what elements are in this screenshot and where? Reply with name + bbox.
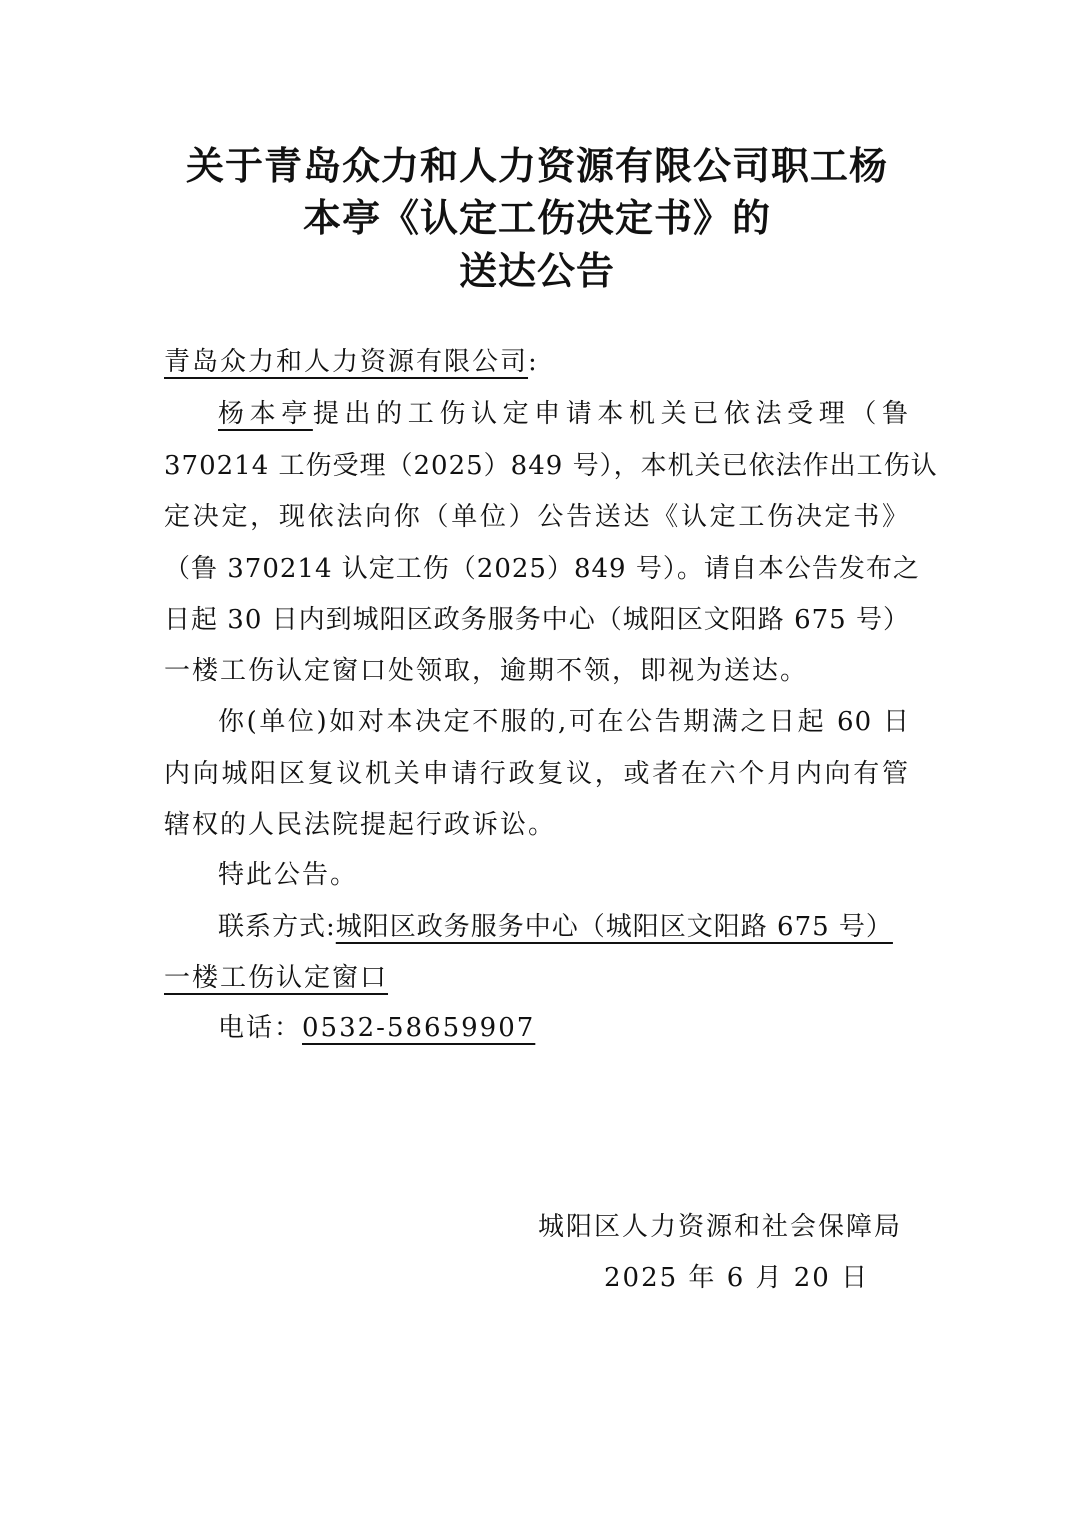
paragraph-1-line-1 — [218, 397, 910, 431]
signature-date: 2025 年 6 月 20 日 — [604, 1263, 870, 1293]
addressee-line — [164, 345, 910, 379]
document-title-line-1: 关于青岛众力和人力资源有限公司职工杨 — [185, 144, 888, 188]
phone-line — [218, 1011, 910, 1045]
document-title-line-3: 送达公告 — [458, 249, 615, 293]
phone-number: 0532-58659907 — [302, 1013, 536, 1043]
paragraph-1-line-5: 日起 30 日内到城阳区政务服务中心（城阳区文阳路 675 号） — [164, 605, 910, 635]
applicant-name: 杨本亭 — [218, 399, 313, 429]
addressee-colon: : — [528, 347, 539, 377]
contact-address: 城阳区政务服务中心（城阳区文阳路 675 号） — [335, 912, 893, 942]
paragraph-1-line-2: 370214 工伤受理（2025）849 号），本机关已依法作出工伤认 — [164, 451, 938, 481]
contact-window: 一楼工伤认定窗口 — [164, 963, 389, 993]
paragraph-1-line-4: （鲁 370214 认定工伤（2025）849 号）。请自本公告发布之 — [164, 554, 920, 584]
phone-label: 电话： — [218, 1013, 303, 1043]
paragraph-1-line-6: 一楼工伤认定窗口处领取，逾期不领，即视为送达。 — [164, 656, 809, 686]
paragraph-1-line-1-text: 提出的工伤认定申请本机关已依法受理（鲁 — [312, 399, 910, 429]
closing-line: 特此公告。 — [218, 860, 359, 890]
document-title-line-2: 本亭《认定工伤决定书》的 — [302, 196, 771, 240]
contact-line-2 — [164, 961, 910, 995]
paragraph-2-line-3: 辖权的人民法院提起行政诉讼。 — [164, 810, 557, 840]
contact-line-1 — [218, 910, 910, 944]
signature-organization: 城阳区人力资源和社会保障局 — [538, 1212, 903, 1242]
paragraph-1-line-3: 定决定，现依法向你（单位）公告送达《认定工伤决定书》 — [164, 502, 910, 532]
paragraph-2-line-2: 内向城阳区复议机关申请行政复议，或者在六个月内向有管 — [164, 759, 910, 789]
addressee-name: 青岛众力和人力资源有限公司 — [164, 347, 529, 377]
contact-label: 联系方式: — [218, 912, 336, 942]
paragraph-2-line-1: 你(单位)如对本决定不服的,可在公告期满之日起 60 日 — [218, 707, 910, 737]
